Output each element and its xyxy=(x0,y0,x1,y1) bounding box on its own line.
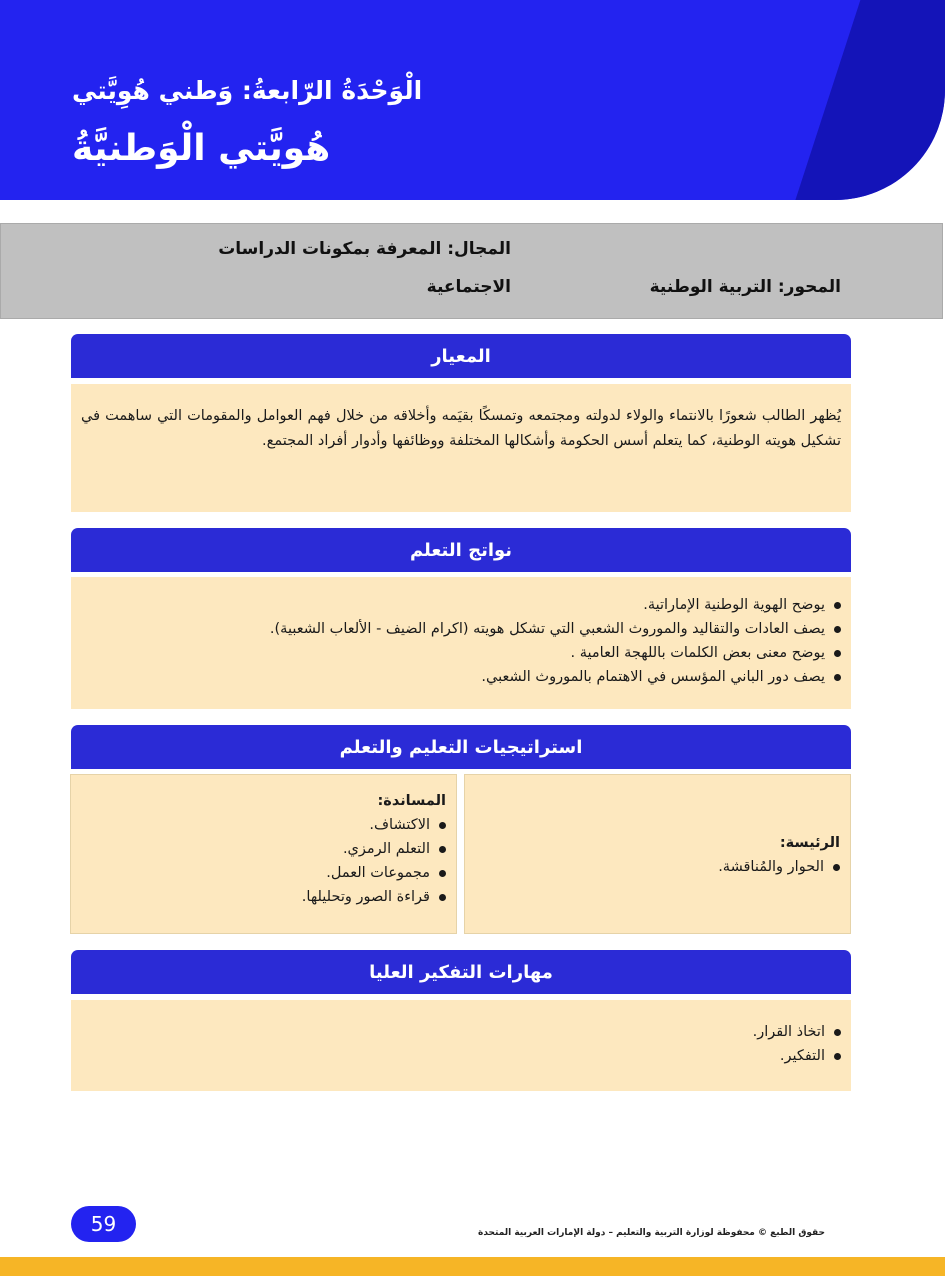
thinking-list xyxy=(71,1020,851,1068)
outcomes-box xyxy=(71,577,851,709)
standard-heading: المعيار xyxy=(71,334,851,378)
support-strategies-box xyxy=(70,774,457,934)
header-decoration xyxy=(792,0,945,200)
lesson-title: هُويَّتي الْوَطنيَّةُ xyxy=(72,128,331,169)
page-header xyxy=(0,0,945,200)
thinking-heading: مهارات التفكير العليا xyxy=(71,950,851,994)
strategies-heading: استراتيجيات التعليم والتعلم xyxy=(71,725,851,769)
list-item: الحوار والمُناقشة. xyxy=(465,855,840,879)
list-item: يصف العادات والتقاليد والموروث الشعبي التي تشكل هويته (اكرام الضيف - الألعاب الشعبية). xyxy=(71,617,841,641)
list-item: الاكتشاف. xyxy=(71,813,446,837)
footer-bar xyxy=(0,1257,945,1276)
main-strategies-label: الرئيسة: xyxy=(779,835,840,851)
standard-box xyxy=(71,384,851,512)
page-number: 59 xyxy=(71,1206,136,1242)
support-strategies-list xyxy=(71,813,446,909)
standard-text: يُظهر الطالب شعورًا بالانتماء والولاء لدولته ومجتمعه وتمسكًا بقيَمه وأخلاقه من خلال فهم العوامل والمقومات التي ساهمت في تشكيل هويته الوطنية، كما يتعلم أسس الحكومة وأشكالها المختلفة ووظائفها وأدوار أفراد المجتمع. xyxy=(81,408,841,449)
axis-label: المحور: التربية الوطنية xyxy=(649,277,841,297)
main-strategies-list xyxy=(465,855,840,879)
list-item: يصف دور الباني المؤسس في الاهتمام بالموروث الشعبي. xyxy=(71,665,841,689)
outcomes-heading: نواتج التعلم xyxy=(71,528,851,572)
outcomes-list xyxy=(71,593,851,689)
list-item: يوضح معنى بعض الكلمات باللهجة العامية . xyxy=(71,641,841,665)
support-strategies-label: المساندة: xyxy=(377,793,446,809)
thinking-box xyxy=(71,1000,851,1091)
list-item: اتخاذ القرار. xyxy=(71,1020,841,1044)
main-strategies-box xyxy=(464,774,851,934)
list-item: التفكير. xyxy=(71,1044,841,1068)
list-item: قراءة الصور وتحليلها. xyxy=(71,885,446,909)
copyright-text: حقوق الطبع © محفوظة لوزارة التربية والتعليم – دولة الإمارات العربية المتحدة xyxy=(478,1228,825,1238)
list-item: يوضح الهوية الوطنية الإماراتية. xyxy=(71,593,841,617)
domain-label: المجال: المعرفة بمكونات الدراسات الاجتماعية xyxy=(218,239,511,297)
unit-title: الْوَحْدَةُ الرّابعةُ: وَطني هُوِيَّتي xyxy=(72,76,423,105)
list-item: التعلم الرمزي. xyxy=(71,837,446,861)
meta-band xyxy=(0,223,943,319)
list-item: مجموعات العمل. xyxy=(71,861,446,885)
